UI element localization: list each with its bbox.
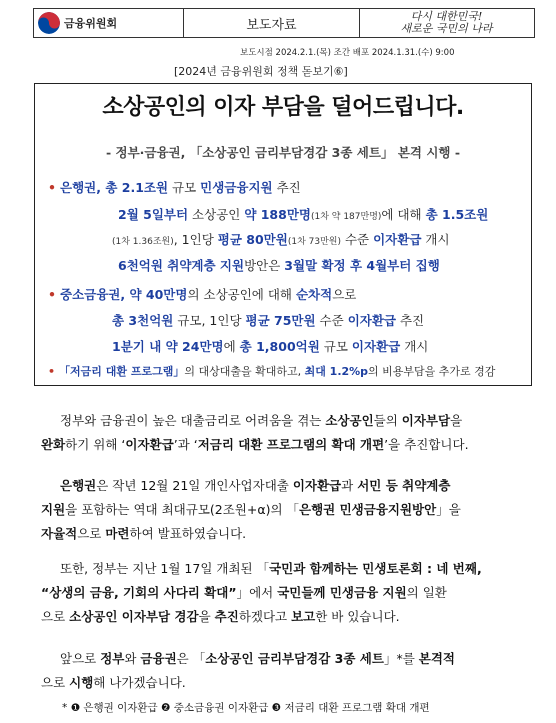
text-run: 시행 xyxy=(69,675,94,690)
slogan-line1: 다시 대한민국! xyxy=(410,10,483,23)
text-run: 지원 xyxy=(41,502,66,517)
text-run: 정부 xyxy=(100,651,125,666)
paragraph-line xyxy=(60,558,482,579)
text-run: 이자환급 xyxy=(292,478,342,493)
text-run: 총 1,800억원 xyxy=(239,339,320,354)
text-run: 약 188만명 xyxy=(244,207,311,222)
slogan-line2: 새로운 국민의 나라 xyxy=(400,22,493,35)
text-run: 정부와 금융권이 높은 대출금리로 어려움을 겪는 xyxy=(60,413,326,428)
text-run: 보고 xyxy=(291,609,316,624)
taegeuk-logo-icon xyxy=(38,12,60,34)
text-run: 이자환급 xyxy=(351,339,401,354)
paragraph-line xyxy=(41,499,461,520)
embargo-info: 보도시점 2024.2.1.(목) 조간 배포 2024.1.31.(수) 9:00 xyxy=(240,48,455,58)
text-run: 은 작년 12월 21일 개인사업자대출 xyxy=(96,478,293,493)
paragraph-line xyxy=(41,606,400,627)
text-run: , 1인당 xyxy=(173,232,218,247)
text-run: 개시 xyxy=(400,339,429,354)
slogan xyxy=(400,11,492,35)
text-run: 을 xyxy=(450,413,463,428)
text-run: 한 바 있습니다. xyxy=(315,609,400,624)
text-run: 하겠다고 xyxy=(238,609,292,624)
press-release-header xyxy=(33,8,535,38)
summary-subline xyxy=(118,256,440,274)
paragraph-line xyxy=(41,523,246,544)
text-run: 6천억원 취약계층 지원 xyxy=(118,258,245,273)
summary-subline xyxy=(118,205,488,223)
text-run: 으로 xyxy=(332,287,357,302)
summary-subline xyxy=(112,337,428,355)
text-run: 서민 등 취약계층 xyxy=(357,478,451,493)
slogan-cell xyxy=(359,9,534,37)
org-cell xyxy=(34,9,184,37)
text-run: 수준 xyxy=(315,313,348,328)
summary-bullet xyxy=(48,178,301,196)
text-run: 3월말 확정 후 4월부터 집행 xyxy=(284,258,440,273)
text-run: 해 나가겠습니다. xyxy=(93,675,186,690)
text-run: 은행권 민생금융지원방안 xyxy=(299,502,437,517)
text-run: 또한, 정부는 지난 1월 17일 개최된 「 xyxy=(60,561,270,576)
text-run: 국민과 함께하는 민생토론회 : 네 번째, xyxy=(269,561,482,576)
text-run: 순차적 xyxy=(295,287,333,302)
text-run: 1분기 내 약 24만명 xyxy=(112,339,224,354)
paragraph-line xyxy=(41,434,469,455)
text-run: 소상공인 금리부담경감 3종 세트 xyxy=(205,651,384,666)
text-run: 들의 xyxy=(373,413,402,428)
text-run: 을 xyxy=(198,609,215,624)
paragraph-line xyxy=(41,672,186,693)
series-label: [2024년 금융위원회 정책 돋보기⑥] xyxy=(174,65,348,78)
text-run: 의 대상대출을 확대하고, xyxy=(184,365,305,378)
text-run: 규모 xyxy=(168,180,201,195)
text-run: 자율적 xyxy=(41,526,78,541)
text-run: 」을 xyxy=(436,502,461,517)
bullet-marker-icon: • xyxy=(48,180,56,195)
text-run: 본격적 xyxy=(418,651,455,666)
text-run: 2월 5일부터 xyxy=(118,207,189,222)
text-run: 은 「 xyxy=(176,651,206,666)
paragraph-line xyxy=(60,648,455,669)
text-run: 의 소상공인에 대해 xyxy=(187,287,296,302)
text-run: 과 xyxy=(341,478,358,493)
text-run: (1차 1.36조원) xyxy=(112,237,174,247)
text-run: “상생의 금융, 기회의 사다리 확대” xyxy=(41,585,237,600)
bullet-marker-icon: • xyxy=(48,365,56,378)
text-run: 총 3천억원 xyxy=(112,313,174,328)
text-run: 최대 1.2%p xyxy=(304,365,369,378)
paragraph-line xyxy=(60,475,450,496)
text-run: 이자환급 xyxy=(373,232,422,247)
text-run: 에 xyxy=(223,339,240,354)
text-run: 은행권 xyxy=(60,478,97,493)
text-run: (1차 73만원) xyxy=(287,237,341,247)
footnote: * ❶ 은행권 이자환급 ❷ 중소금융권 이자환급 ❸ 저금리 대환 프로그램 확대 개편 xyxy=(62,702,430,714)
text-run: (1차 약 187만명) xyxy=(310,212,382,222)
text-run: 수준 xyxy=(340,232,374,247)
text-run: 국민들께 민생금융 지원 xyxy=(277,585,407,600)
text-run: 을 포함하는 역대 최대규모(2조원+α)의 「 xyxy=(65,502,300,517)
text-run: 이자환급 xyxy=(347,313,396,328)
text-run: 개시 xyxy=(421,232,450,247)
subtitle: - 정부·금융권, 「소상공인 금리부담경감 3종 세트」 본격 시행 - xyxy=(105,145,461,160)
page-title: 소상공인의 이자 부담을 덜어드립니다. xyxy=(102,95,464,120)
bullet-marker-icon: • xyxy=(48,287,56,302)
text-run: 추진 xyxy=(214,609,239,624)
text-run: 」에서 xyxy=(236,585,278,600)
text-run: 이자환급 xyxy=(125,437,174,452)
text-run: 하여 발표하였습니다. xyxy=(129,526,247,541)
text-run: 이자부담 xyxy=(401,413,451,428)
paragraph-line xyxy=(41,582,447,603)
text-run: 의 비용부담을 추가로 경감 xyxy=(368,365,496,378)
text-run: 규모 xyxy=(319,339,352,354)
summary-subline xyxy=(112,311,424,329)
text-run: 추진 xyxy=(396,313,425,328)
text-run: 앞으로 xyxy=(60,651,101,666)
text-run: 평균 80만원 xyxy=(217,232,288,247)
text-run: 추진 xyxy=(272,180,301,195)
text-run: 소상공인 이자부담 경감 xyxy=(69,609,199,624)
text-run: 저금리 대환 프로그램의 확대 개편 xyxy=(197,437,385,452)
text-run: 「저금리 대환 프로그램」 xyxy=(59,365,185,378)
text-run: 으로 xyxy=(77,526,106,541)
text-run: 총 1.5조원 xyxy=(425,207,489,222)
text-run: ’을 추진합니다. xyxy=(384,437,469,452)
text-run: 소상공인 xyxy=(325,413,374,428)
text-run: 마련 xyxy=(105,526,130,541)
text-run: 하기 위해 ‘ xyxy=(65,437,126,452)
text-run: 방안은 xyxy=(244,258,285,273)
text-run: 평균 75만원 xyxy=(245,313,316,328)
text-run: 민생금융지원 xyxy=(200,180,273,195)
text-run: 으로 xyxy=(41,609,70,624)
text-run: 소상공인 xyxy=(188,207,245,222)
summary-bullet xyxy=(48,285,356,303)
text-run: 중소금융권, 약 40만명 xyxy=(60,287,188,302)
text-run: 와 xyxy=(124,651,141,666)
text-run: 으로 xyxy=(41,675,70,690)
text-run: 에 대해 xyxy=(381,207,426,222)
text-run: 은행권, 총 2.1조원 xyxy=(60,180,169,195)
doc-type: 보도자료 xyxy=(184,9,360,37)
paragraph-line xyxy=(60,410,462,431)
text-run: 의 일환 xyxy=(406,585,447,600)
text-run: 」*를 xyxy=(383,651,419,666)
text-run: ’과 ‘ xyxy=(173,437,198,452)
org-name: 금융위원회 xyxy=(64,17,118,30)
text-run: 규모, 1인당 xyxy=(173,313,246,328)
text-run: 금융권 xyxy=(140,651,177,666)
summary-subline xyxy=(112,230,450,248)
text-run: 완화 xyxy=(41,437,66,452)
summary-bullet xyxy=(48,363,495,379)
